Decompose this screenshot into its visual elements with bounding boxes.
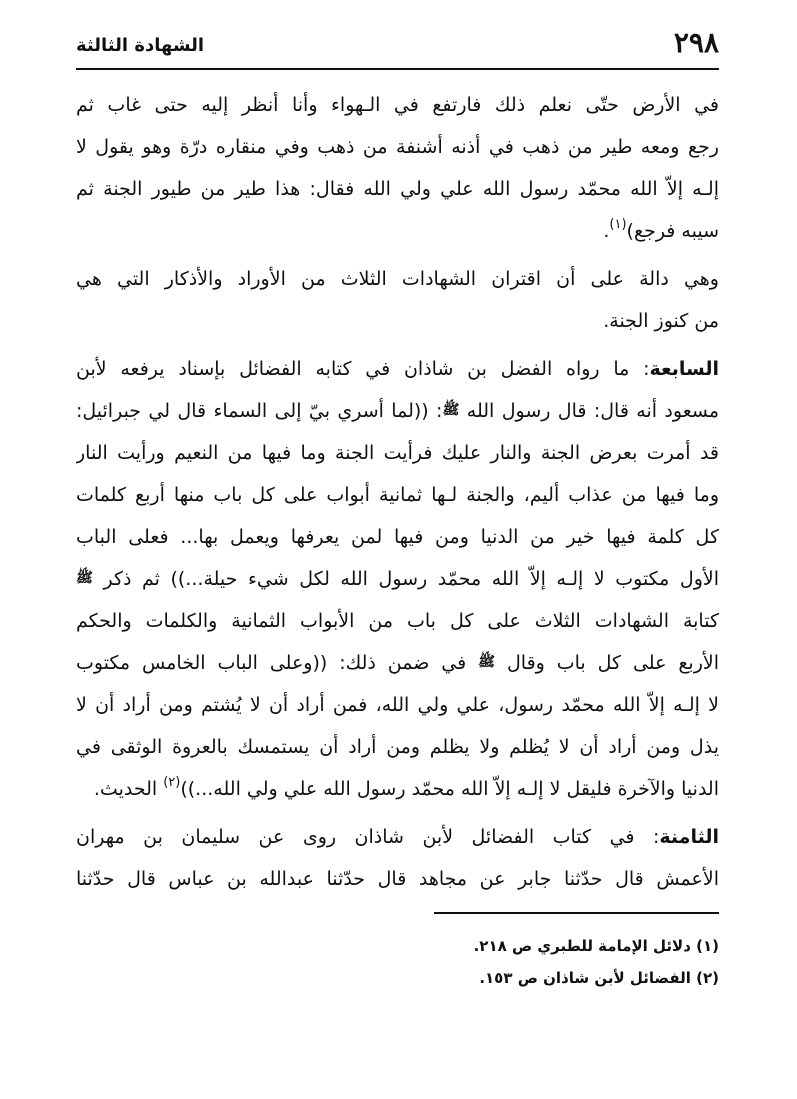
line-text: : ((لما أسري بيّ إلى السماء قال لي جبرائيل: xyxy=(76,400,443,422)
text-line xyxy=(76,816,719,858)
line-text: في ضمن ذلك: ((وعلى الباب الخامس مكتوب xyxy=(76,652,467,674)
text-line: كل كلمة فيها خير من الدنيا ومن فيها لمن يعرفها ويعمل بها... فعلى الباب xyxy=(76,526,719,548)
text-line: في الأرض حتّى نعلم ذلك فارتفع في الـهواء وأنا أنظر إليه حتى غاب ثم xyxy=(76,94,719,116)
footnote-1: (١) دلائل الإمامة للطبري ص ٢١٨. xyxy=(473,937,719,955)
footnote-ref-1: (١) xyxy=(609,217,627,232)
page-number: ٢٩٨ xyxy=(673,26,719,59)
heading-seventh: السابعة xyxy=(649,358,719,380)
line-text: الدنيا والآخرة فليقل لا إلـه إلاّ الله محمّد رسول الله علي ولي الله...)) xyxy=(180,778,719,800)
salawat-symbol: ﷺ xyxy=(76,570,93,586)
paragraph-4 xyxy=(76,816,719,900)
salawat-symbol: ﷺ xyxy=(442,402,460,418)
text-line: وما فيها من عذاب أليم، والجنة لـها ثمانية أبواب على كل باب منها أربع كلمات xyxy=(76,484,719,506)
text-line: إلـه إلاّ الله محمّد رسول الله علي ولي الله فقال: هذا طير من طيور الجنة ثم xyxy=(76,178,719,200)
text-line: لا إلـه إلاّ الله محمّد رسول، علي ولي الله، فمن أراد أن لا يُشتم ومن أراد أن لا xyxy=(76,694,719,716)
text-line: رجع ومعه طير من ذهب في أذنه أشنفة من ذهب وفي منقاره درّة وهو يقول لا xyxy=(76,136,719,158)
text-line: من كنوز الجنة. xyxy=(603,310,719,332)
text-line xyxy=(76,642,719,684)
heading-eighth: الثامنة xyxy=(659,826,719,848)
text-line: قد أمرت بعرض الجنة والنار عليك فرأيت الجنة وما فيها من النعيم ورأيت النار xyxy=(76,442,719,464)
text-line xyxy=(76,348,719,390)
line-end: الحديث. xyxy=(93,778,164,800)
footnote-2: (٢) الفضائل لأبن شاذان ص ١٥٣. xyxy=(479,969,719,987)
paragraph-2 xyxy=(76,258,719,342)
line-text: الأربع على كل باب وقال xyxy=(506,652,719,674)
footnote-divider xyxy=(434,912,719,914)
text-line xyxy=(76,210,719,252)
header-divider xyxy=(76,68,719,70)
line-text: الأول مكتوب لا إلـه إلاّ الله محمّد رسول الله لكل شيء حيلة...)) ثم ذكر xyxy=(103,568,719,590)
text-line: كتابة الشهادات الثلاث على كل باب من الأبواب الثمانية والكلمات والحكم xyxy=(76,610,719,632)
text-line: وهي دالة على أن اقتران الشهادات الثلاث من الأوراد والأذكار التي هي xyxy=(76,268,719,290)
text-line: الأعمش قال حدّثنا جابر عن مجاهد قال حدّثنا عبدالله بن عباس قال حدّثنا xyxy=(76,868,719,890)
line-text: سيبه فرجع) xyxy=(626,220,719,242)
text-line xyxy=(76,768,719,810)
footnotes xyxy=(76,930,719,994)
text-line xyxy=(76,558,719,600)
line-text: : في كتاب الفضائل لأبن شاذان روى عن سليمان بن مهران xyxy=(76,826,660,848)
line-text: مسعود أنه قال: قال رسول الله xyxy=(466,400,719,422)
line-text: : ما رواه الفضل بن شاذان في كتابه الفضائل بإسناد يرفعه لأبن xyxy=(76,358,650,380)
page-header xyxy=(76,26,719,68)
text-line: يذل ومن أراد أن لا يُظلم ولا يظلم ومن أراد أن يستمسك بالعروة الوثقى في xyxy=(76,736,719,758)
paragraph-1 xyxy=(76,84,719,252)
footnote-ref-2: (٢) xyxy=(163,775,181,790)
paragraph-3 xyxy=(76,348,719,810)
text-line xyxy=(76,390,719,432)
main-text xyxy=(76,84,719,900)
running-section-title: الشهادة الثالثة xyxy=(76,35,205,56)
line-end: . xyxy=(603,220,610,242)
salawat-symbol: ﷺ xyxy=(478,654,496,670)
